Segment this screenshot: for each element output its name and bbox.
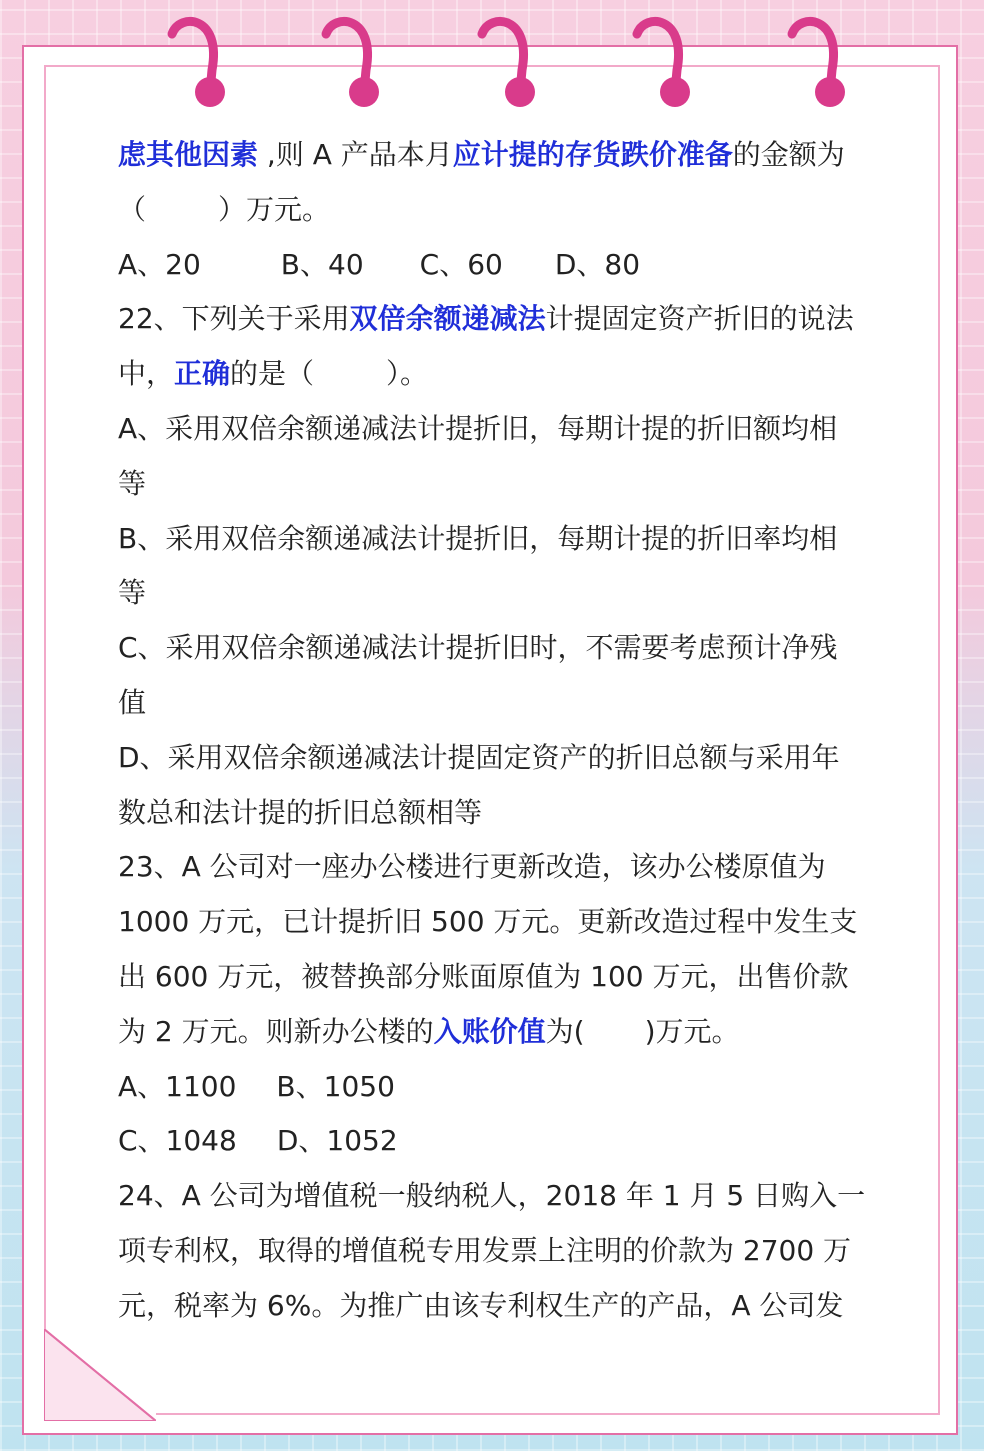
text-segment: 等 [118,576,147,610]
text-line [118,840,858,895]
text-line [118,1060,858,1115]
highlighted-text: 入账价值 [433,1014,546,1048]
text-segment: 1000 万元，已计提折旧 500 万元。更新改造过程中发生支 [118,905,858,939]
text-segment: C、采用双倍余额递减法计提折旧时，不需要考虑预计净残 [118,631,838,665]
highlighted-text: 应计提的存货跌价准备 [452,138,733,171]
highlighted-text: 双倍余额递减法 [349,302,546,336]
text-segment: 为( [545,1014,585,1048]
text-segment: 的金额为 [732,138,845,171]
text-line [118,950,858,1005]
text-segment: ）万元。 [218,192,331,226]
text-segment: 出 600 万元，被替换部分账面原值为 100 万元，出售价款 [118,959,849,993]
text-line [118,402,858,457]
text-line [118,292,858,347]
text-line [118,1279,858,1334]
text-line [118,621,858,676]
text-line [118,1169,866,1224]
text-segment: ,则 A 产品本月 [258,138,453,171]
text-line [118,676,858,731]
question-text [118,128,866,1334]
text-segment: A、1100 [118,1069,237,1103]
text-segment: A、采用双倍余额递减法计提折旧，每期计提的折旧额均相 [118,411,838,445]
text-segment: B、40 [280,247,364,281]
binder-ring-icon [780,12,860,112]
text-segment: 计提固定资产折旧的说法 [545,302,854,336]
text-segment: D、80 [554,247,641,281]
text-segment: 24、A 公司为增值税一般纳税人，2018 年 1 月 5 日购入一 [118,1179,866,1213]
text-line [118,128,858,183]
text-segment: 中， [118,357,175,391]
text-segment: 值 [118,685,147,719]
text-segment: 23、A 公司对一座办公楼进行更新改造，该办公楼原值为 [118,850,826,884]
binder-ring-icon [160,12,240,112]
text-line [118,183,858,238]
text-segment: 数总和法计提的折旧总额相等 [118,795,483,829]
text-line [118,457,858,512]
text-segment: 为 2 万元。则新办公楼的 [118,1014,434,1048]
text-segment: B、采用双倍余额递减法计提折旧，每期计提的折旧率均相 [118,521,838,555]
text-segment: B、1050 [276,1069,395,1103]
text-segment: )万元。 [644,1014,740,1048]
text-segment: （ [118,192,147,226]
highlighted-text: 正确 [174,357,231,391]
text-segment: 的是（ [230,357,315,391]
text-segment: C、60 [419,247,503,281]
text-line [118,238,858,293]
text-line [118,512,858,567]
page-corner-fold [44,1329,156,1421]
binder-ring-icon [470,12,550,112]
text-line [118,566,858,621]
text-line [118,1005,858,1060]
binder-ring-icon [625,12,705,112]
binder-ring-icon [314,12,394,112]
text-segment: A、20 [118,247,201,281]
text-segment: 项专利权，取得的增值税专用发票上注明的价款为 2700 万 [118,1233,852,1267]
text-segment: 22、下列关于采用 [118,302,350,336]
text-segment: D、1052 [276,1124,398,1158]
text-segment: D、采用双倍余额递减法计提固定资产的折旧总额与采用年 [118,740,840,774]
text-line [118,1114,858,1169]
text-line [118,895,858,950]
text-line [118,1224,858,1279]
highlighted-text: 虑其他因素 [118,138,259,171]
text-line [118,786,858,841]
text-segment: C、1048 [118,1124,237,1158]
text-line [118,731,858,786]
text-segment: 元，税率为 6%。为推广由该专利权生产的产品，A 公司发 [118,1288,844,1322]
text-line [118,347,858,402]
text-segment: ）。 [386,357,429,391]
text-segment: 等 [118,466,147,500]
